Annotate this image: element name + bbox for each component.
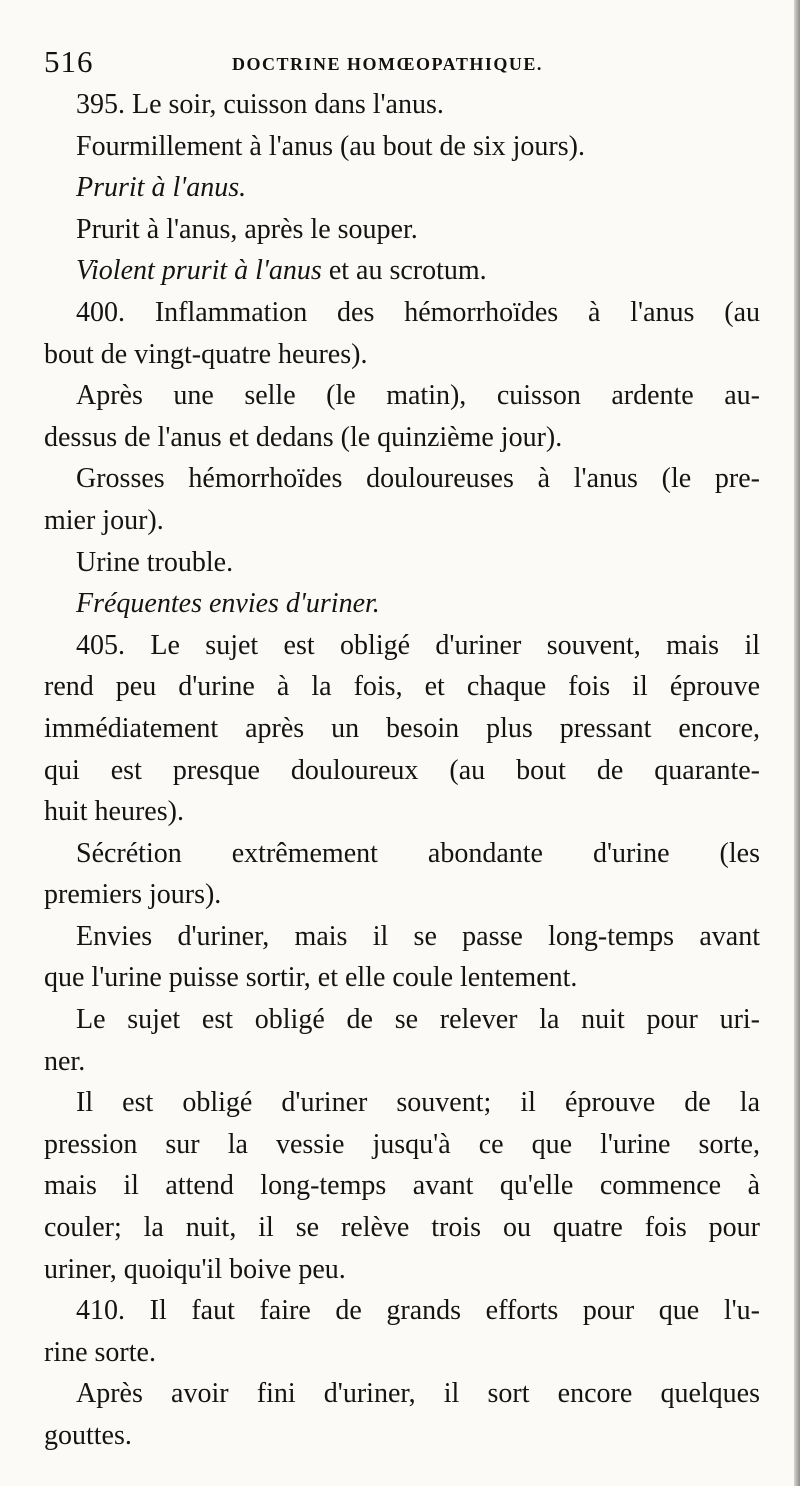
text-line-29: uriner, quoiqu'il boive peu. [44, 1253, 346, 1285]
text-line-14: 405. Le sujet est obligé d'uriner souvent, mais il [76, 629, 760, 661]
text-line-9: dessus de l'anus et dedans (le quinzième jour). [44, 421, 563, 453]
text-line-3: Prurit à l'anus. [76, 172, 247, 204]
text-line-5-rest: et au scrotum. [321, 255, 487, 287]
text-line-22: que l'urine puisse sortir, et elle coule lentement. [44, 962, 578, 994]
text-line-28: couler; la nuit, il se relève trois ou quatre fois pour [44, 1212, 760, 1244]
page-number: 516 [44, 44, 94, 79]
text-line-20: premiers jours). [44, 879, 222, 911]
text-line-5 [44, 250, 760, 292]
text-line-15: rend peu d'urine à la fois, et chaque fois il éprouve [44, 671, 760, 703]
text-line-23: Le sujet est obligé de se relever la nuit pour uri- [76, 1004, 760, 1036]
text-line-8: Après une selle (le matin), cuisson ardente au- [76, 380, 760, 412]
text-line-24: ner. [44, 1045, 86, 1077]
text-line-26: pression sur la vessie jusqu'à ce que l'urine sorte, [44, 1128, 760, 1160]
text-line-12: Urine trouble. [76, 546, 234, 578]
text-line-1: 395. Le soir, cuisson dans l'anus. [76, 89, 444, 120]
text-line-2: Fourmillement à l'anus (au bout de six jours). [76, 130, 585, 162]
text-line-25: Il est obligé d'uriner souvent; il éprouve de la [76, 1087, 760, 1119]
text-line-13: Fréquentes envies d'uriner. [76, 588, 380, 620]
text-line-11: mier jour). [44, 504, 164, 536]
text-line-5-italic: Violent prurit à l'anus [76, 255, 322, 287]
text-line-27: mais il attend long-temps avant qu'elle commence à [44, 1170, 760, 1202]
text-line-16: immédiatement après un besoin plus pressant encore, [44, 712, 760, 744]
text-line-18: huit heures). [44, 796, 184, 828]
text-line-31: rine sorte. [44, 1336, 156, 1368]
text-line-33: gouttes. [44, 1420, 132, 1451]
text-line-21: Envies d'uriner, mais il se passe long-temps avant [76, 920, 760, 952]
text-line-30: 410. Il faut faire de grands efforts pour que l'u- [76, 1295, 760, 1327]
running-header [44, 44, 764, 84]
body-text [44, 84, 760, 1457]
text-line-32: Après avoir fini d'uriner, il sort encore quelques [76, 1378, 760, 1410]
text-line-4: Prurit à l'anus, après le souper. [76, 213, 418, 245]
running-title: DOCTRINE HOMŒOPATHIQUE. [232, 54, 543, 74]
text-line-10: Grosses hémorrhoïdes douloureuses à l'anus (le pre- [76, 463, 760, 495]
page-edge-shadow [794, 0, 800, 1486]
text-line-19: Sécrétion extrêmement abondante d'urine (les [76, 837, 760, 869]
text-line-6: 400. Inflammation des hémorrhoïdes à l'anus (au [76, 296, 760, 328]
text-line-7: bout de vingt-quatre heures). [44, 338, 368, 370]
text-line-17: qui est presque douloureux (au bout de quarante- [44, 754, 760, 786]
